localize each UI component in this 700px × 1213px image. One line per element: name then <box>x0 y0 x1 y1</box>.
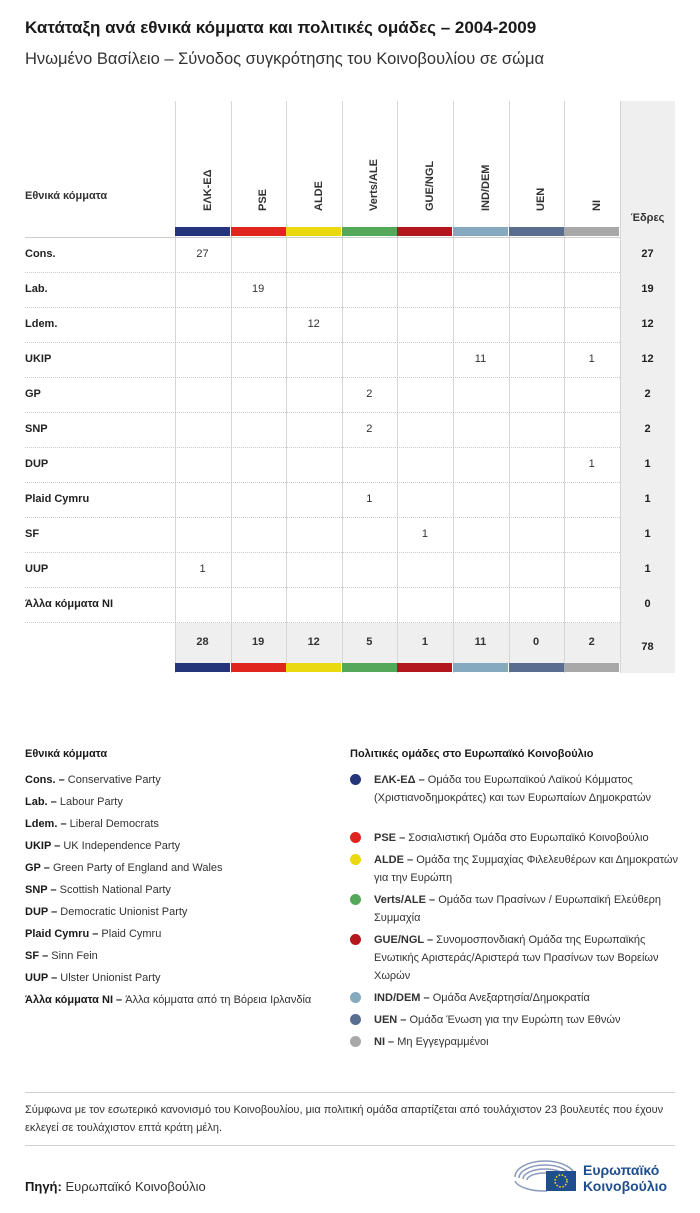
legend-party-abbr: GP – <box>25 862 50 874</box>
group-header-label: Verts/ALE <box>368 159 381 211</box>
legend-group-abbr: GUE/NGL – <box>374 934 434 946</box>
legend-party-abbr: Cons. – <box>25 774 65 786</box>
row-divider <box>25 412 620 413</box>
seats-cell: 12 <box>641 353 654 365</box>
group-header <box>453 101 508 227</box>
legend-group-abbr: Verts/ALE – <box>374 894 436 906</box>
legend-party-name: Άλλα κόμματα από τη Βόρεια Ιρλανδία <box>125 994 312 1006</box>
row-header: Εθνικά κόμματα <box>25 190 108 202</box>
total-seats-cell: 78 <box>641 641 654 653</box>
legend-party-item <box>25 837 325 855</box>
legend-party-item <box>25 881 325 899</box>
legend-party-abbr: Lab. – <box>25 796 57 808</box>
legend-group-name: Μη Εγγεγραμμένοι <box>397 1036 489 1048</box>
legend-group-abbr: IND/DEM – <box>374 992 430 1004</box>
group-color-dot-icon <box>350 992 361 1003</box>
row-label: Cons. <box>25 248 56 260</box>
seats-cell: 1 <box>644 493 651 505</box>
seats-header: Έδρες <box>630 212 665 224</box>
row-label: Άλλα κόμματα NI <box>25 598 113 610</box>
seats-cell: 0 <box>644 598 651 610</box>
row-divider <box>25 237 620 238</box>
seats-column-background <box>620 101 675 673</box>
legend-group-item <box>374 891 679 927</box>
row-divider <box>25 342 620 343</box>
row-divider <box>25 517 620 518</box>
legend-party-name: Conservative Party <box>67 774 161 786</box>
page-subtitle: Ηνωμένο Βασίλειο – Σύνοδος συγκρότησης του Κοινοβουλίου σε σώμα <box>25 50 545 68</box>
group-color-bar <box>231 663 286 672</box>
row-divider <box>25 587 620 588</box>
legend-group-abbr: UEN – <box>374 1014 407 1026</box>
group-color-dot-icon <box>350 894 361 905</box>
data-cell: 12 <box>307 318 320 330</box>
data-cell: 1 <box>199 563 206 575</box>
source-text: Ευρωπαϊκό Κοινοβούλιο <box>65 1179 206 1194</box>
seats-cell: 1 <box>644 528 651 540</box>
group-header-label: NI <box>590 200 603 211</box>
group-color-dot-icon <box>350 1014 361 1025</box>
total-cell: 2 <box>588 636 595 648</box>
group-header-label: ALDE <box>312 181 325 211</box>
total-cell: 11 <box>474 636 487 648</box>
legend-party-item <box>25 969 325 987</box>
legend-party-abbr: SF – <box>25 950 49 962</box>
legend-party-name: Ulster Unionist Party <box>60 972 161 984</box>
group-color-bar <box>231 227 286 236</box>
row-label: UKIP <box>25 353 52 365</box>
legend-group-item <box>374 851 679 887</box>
legend-party-abbr: Plaid Cymru – <box>25 928 99 940</box>
seats-cell: 2 <box>644 388 651 400</box>
divider <box>25 1145 675 1146</box>
group-header <box>564 101 619 227</box>
seats-cell: 27 <box>641 248 654 260</box>
logo-line-2: Κοινοβούλιο <box>583 1178 668 1194</box>
footnote: Σύμφωνα με τον εσωτερικό κανονισμό του Κοινοβουλίου, μια πολιτική ομάδα απαρτίζεται από τουλάχιστον 23 βουλευτές που έχουν εκλεγεί σε τουλάχιστον επτά κράτη μέλη. <box>25 1104 664 1134</box>
group-color-bar <box>397 227 452 236</box>
group-color-bar <box>342 227 397 236</box>
seats-cell: 1 <box>644 458 651 470</box>
row-divider <box>25 552 620 553</box>
group-color-dot-icon <box>350 1036 361 1047</box>
legend-group-abbr: PSE – <box>374 832 406 844</box>
data-cell: 19 <box>251 283 265 295</box>
legend-group-name: Σοσιαλιστική Ομάδα στο Ευρωπαϊκό Κοινοβούλιο <box>408 832 649 844</box>
row-divider <box>25 272 620 273</box>
legend-party-item <box>25 793 325 811</box>
group-color-bar <box>564 227 619 236</box>
data-cell: 11 <box>474 353 487 365</box>
group-color-bar <box>564 663 619 672</box>
data-cell: 2 <box>366 423 373 435</box>
group-color-bar <box>175 663 230 672</box>
total-cell: 0 <box>533 636 540 648</box>
legend-group-item <box>374 1011 679 1029</box>
page-title: Κατάταξη ανά εθνικά κόμματα και πολιτικές ομάδες – 2004-2009 <box>25 18 537 37</box>
source-label: Πηγή: <box>25 1179 62 1194</box>
legend-group-item <box>374 829 679 847</box>
legend-party-abbr: SNP – <box>25 884 57 896</box>
group-color-dot-icon <box>350 832 361 843</box>
legend-group-name: Ομάδα του Ευρωπαϊκού Λαϊκού Κόμματος (Χριστιανοδημοκράτες) και των Ευρωπαίων Δημοκρατών <box>374 774 652 804</box>
row-divider <box>25 622 620 623</box>
data-cell: 1 <box>366 493 373 505</box>
group-color-bar <box>453 227 508 236</box>
group-color-bar <box>286 227 341 236</box>
row-label: Ldem. <box>25 318 58 330</box>
legend-group-name: Ομάδα Ένωση για την Ευρώπη των Εθνών <box>409 1014 621 1026</box>
legend-group-abbr: ALDE – <box>374 854 414 866</box>
legend-party-name: UK Independence Party <box>63 840 181 852</box>
seats-cell: 2 <box>644 423 651 435</box>
seats-cell: 19 <box>641 283 654 295</box>
seats-cell: 1 <box>644 563 651 575</box>
group-header <box>342 101 397 227</box>
legend-party-name: Sinn Fein <box>51 950 98 962</box>
row-divider <box>25 447 620 448</box>
row-label: DUP <box>25 458 49 470</box>
group-color-bar <box>342 663 397 672</box>
legend-group-name: Ομάδα Ανεξαρτησία/Δημοκρατία <box>432 992 590 1004</box>
legend-party-name: Scottish National Party <box>59 884 171 896</box>
legend-group-item <box>374 1033 679 1051</box>
legend-party-name: Labour Party <box>59 796 123 808</box>
group-header <box>397 101 452 227</box>
total-cell: 12 <box>307 636 320 648</box>
legend-group-abbr: NI – <box>374 1036 395 1048</box>
group-color-bar <box>175 227 230 236</box>
legend-party-name: Plaid Cymru <box>101 928 162 940</box>
group-color-dot-icon <box>350 934 361 945</box>
seats-cell: 12 <box>641 318 654 330</box>
group-header <box>509 101 564 227</box>
legend-party-item <box>25 903 325 921</box>
legend-groups-title: Πολιτικές ομάδες στο Ευρωπαϊκό Κοινοβούλιο <box>350 748 594 760</box>
legend-party-item <box>25 859 325 877</box>
total-cell: 19 <box>251 636 265 648</box>
row-divider <box>25 307 620 308</box>
row-label: GP <box>25 388 41 400</box>
group-header-label: GUE/NGL <box>423 160 436 211</box>
group-header-label: UEN <box>535 187 548 211</box>
legend-parties-title: Εθνικά κόμματα <box>25 748 108 760</box>
legend-party-abbr: DUP – <box>25 906 58 918</box>
data-cell: 27 <box>196 248 209 260</box>
logo-text <box>583 1162 667 1194</box>
group-header <box>231 101 286 227</box>
legend-party-name: Liberal Democrats <box>69 818 159 830</box>
legend-party-item <box>25 771 325 789</box>
legend-party-abbr: Ldem. – <box>25 818 67 830</box>
legend-party-item <box>25 925 325 943</box>
legend-party-abbr: UKIP – <box>25 840 61 852</box>
legend-party-abbr: Άλλα κόμματα NI – <box>25 994 123 1006</box>
group-header-label: PSE <box>257 188 270 211</box>
group-header <box>175 101 230 227</box>
group-header-label: ΕΛΚ-ΕΔ <box>201 169 214 211</box>
row-label: UUP <box>25 563 49 575</box>
legend-party-item <box>25 947 325 965</box>
data-cell: 1 <box>588 458 595 470</box>
source-line <box>25 1179 206 1194</box>
group-color-bar <box>453 663 508 672</box>
group-color-dot-icon <box>350 774 361 785</box>
legend-group-name: Ομάδα της Συμμαχίας Φιλελευθέρων και Δημοκρατών για την Ευρώπη <box>374 854 678 884</box>
row-divider <box>25 377 620 378</box>
divider <box>25 1092 675 1093</box>
group-color-bar <box>509 663 564 672</box>
legend-group-abbr: ΕΛΚ-ΕΔ – <box>374 774 425 786</box>
legend-group-item <box>374 989 679 1007</box>
legend-party-item <box>25 991 325 1009</box>
row-label: SF <box>25 528 40 540</box>
row-label: Plaid Cymru <box>25 493 90 505</box>
row-divider <box>25 482 620 483</box>
legend-group-item <box>374 931 679 985</box>
legend-group-name: Ομάδα των Πρασίνων / Ευρωπαϊκή Ελεύθερη Συμμαχία <box>374 894 661 924</box>
legend-party-abbr: UUP – <box>25 972 58 984</box>
data-cell: 1 <box>421 528 428 540</box>
legend-party-name: Democratic Unionist Party <box>60 906 188 918</box>
row-label: SNP <box>25 423 48 435</box>
row-label: Lab. <box>25 283 48 295</box>
legend-group-name: Συνομοσπονδιακή Ομάδα της Ευρωπαϊκής Ενωτικής Αριστεράς/Αριστερά των Πρασίνων των Βορείων Χωρών <box>374 934 659 982</box>
data-cell: 1 <box>588 353 595 365</box>
total-cell: 1 <box>421 636 428 648</box>
legend-party-item <box>25 815 325 833</box>
legend-party-name: Green Party of England and Wales <box>52 862 223 874</box>
group-header <box>286 101 341 227</box>
group-header-label: IND/DEM <box>479 164 492 211</box>
legend-group-item <box>374 771 679 807</box>
data-cell: 2 <box>366 388 373 400</box>
total-cell: 28 <box>196 636 209 648</box>
group-color-dot-icon <box>350 854 361 865</box>
group-color-bar <box>286 663 341 672</box>
group-color-bar <box>397 663 452 672</box>
total-cell: 5 <box>366 636 373 648</box>
logo-line-1: Ευρωπαϊκό <box>583 1162 660 1178</box>
group-color-bar <box>509 227 564 236</box>
column-separator <box>620 101 621 673</box>
